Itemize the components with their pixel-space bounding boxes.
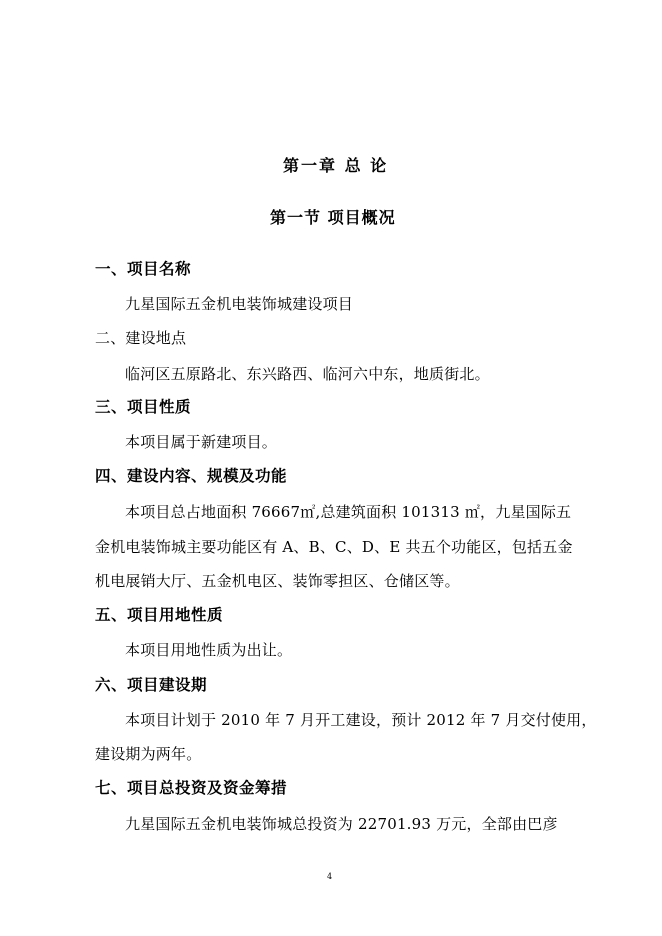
item-1-heading: 一、项目名称 <box>95 259 192 278</box>
item-3-body-line-1: 本项目属于新建项目。 <box>125 433 278 451</box>
item-6-body-line-1: 本项目计划于 2010 年 7 月开工建设，预计 2012 年 7 月交付使用， <box>125 711 597 729</box>
item-3-heading: 三、项目性质 <box>95 397 192 416</box>
item-4-body-line-1: 本项目总占地面积 76667㎡,总建筑面积 101313 ㎡，九星国际五 <box>125 503 572 521</box>
item-4-body-line-2: 金机电装饰城主要功能区有 A、B、C、D、E 共五个功能区，包括五金 <box>95 538 573 556</box>
chapter-title: 第一章 总 论 <box>283 156 389 175</box>
item-2-body-line-1: 临河区五原路北、东兴路西、临河六中东，地质街北。 <box>125 365 490 383</box>
item-4-body-line-3: 机电展销大厅、五金机电区、装饰零担区、仓储区等。 <box>95 572 460 590</box>
item-5-heading: 五、项目用地性质 <box>95 605 224 624</box>
item-7-body-line-1: 九星国际五金机电装饰城总投资为 22701.93 万元，全部由巴彦 <box>125 815 558 833</box>
item-6-heading: 六、项目建设期 <box>95 675 208 694</box>
item-6-body-line-2: 建设期为两年。 <box>95 745 202 763</box>
section-title: 第一节 项目概况 <box>270 208 396 227</box>
item-7-heading: 七、项目总投资及资金筹措 <box>95 778 288 797</box>
page-number: 4 <box>327 872 333 881</box>
item-1-body-line-1: 九星国际五金机电装饰城建设项目 <box>125 295 354 313</box>
item-5-body-line-1: 本项目用地性质为出让。 <box>125 641 293 659</box>
item-4-heading: 四、建设内容、规模及功能 <box>95 466 288 485</box>
item-2-heading: 二、建设地点 <box>95 329 187 347</box>
